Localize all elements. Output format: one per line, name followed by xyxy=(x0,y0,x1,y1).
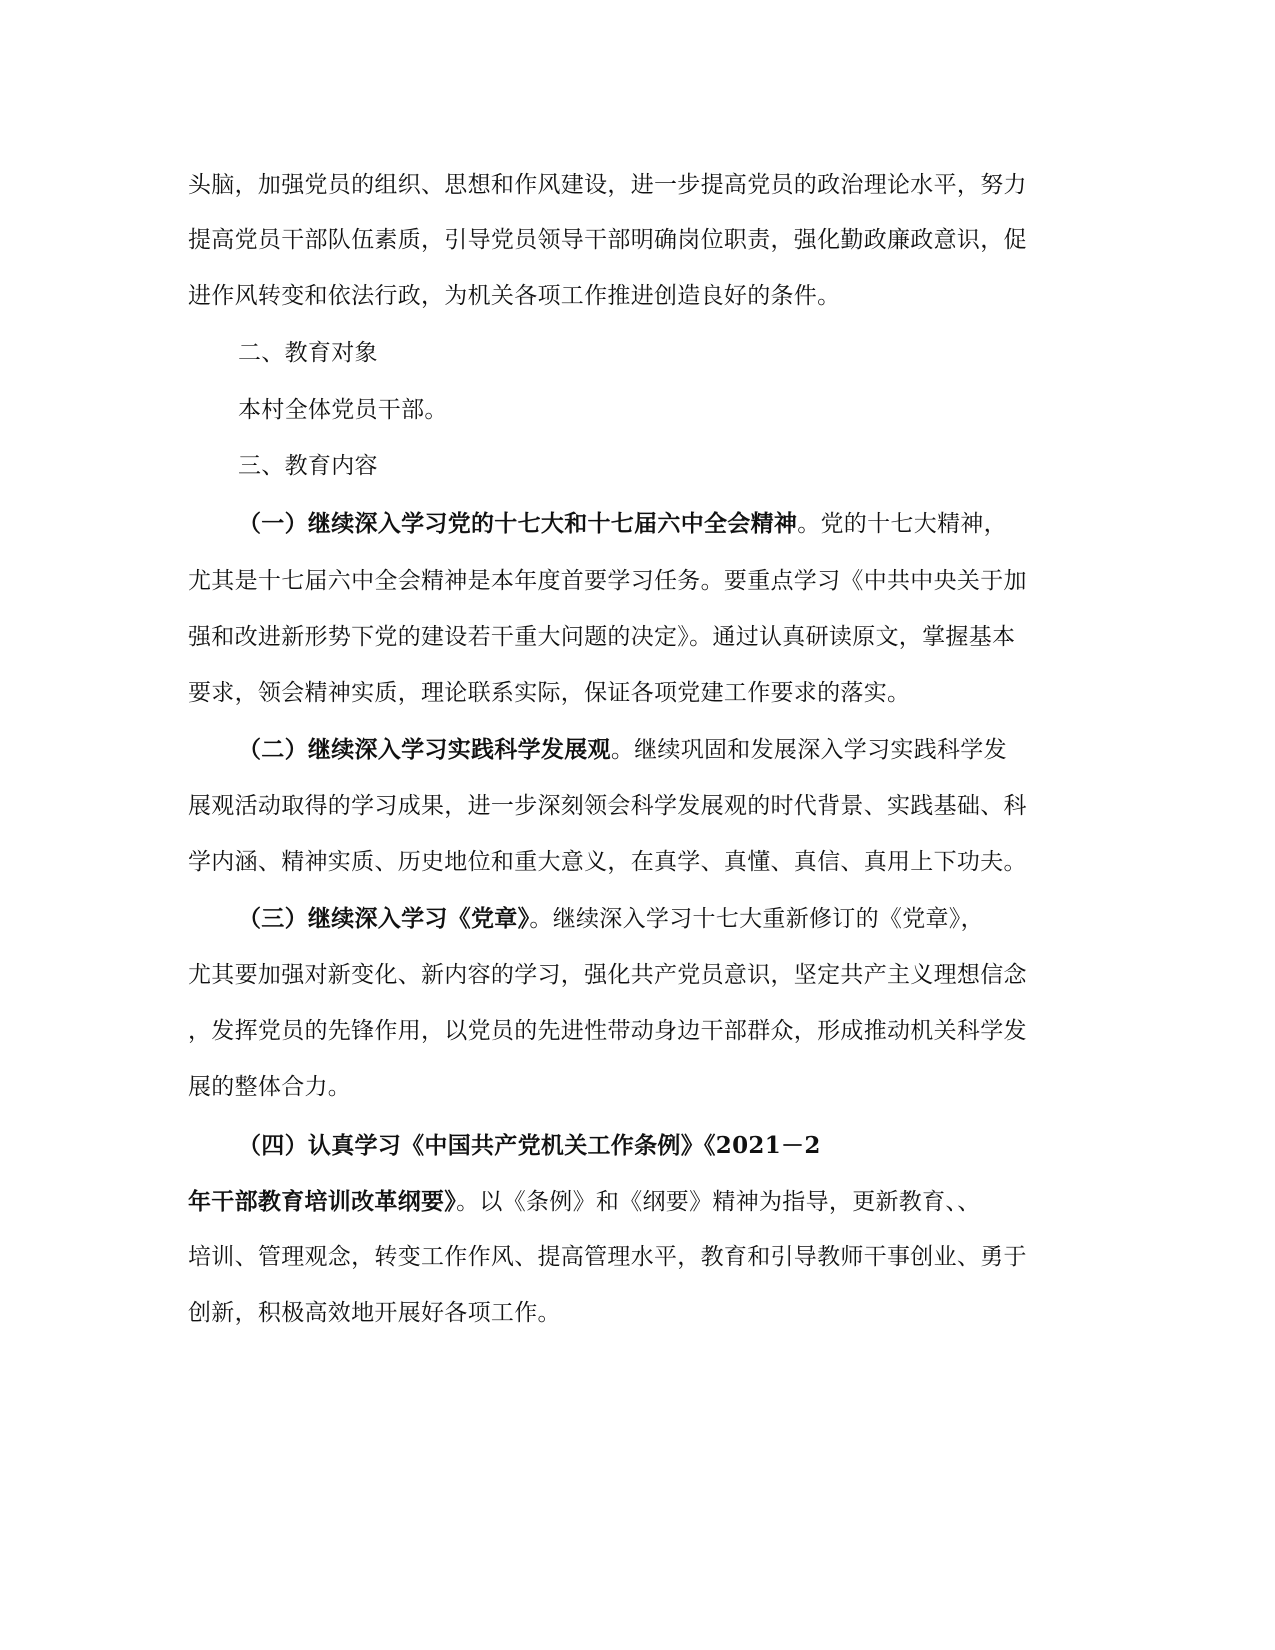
item-3-first-rest: 。继续深入学习十七大重新修订的《党章》， xyxy=(529,906,984,932)
intro-line-3: 进作风转变和依法行政，为机关各项工作推进创造良好的条件。 xyxy=(188,283,841,309)
item-3-first-line xyxy=(238,904,984,934)
item-4-title-line-2: 年干部教育培训改革纲要》 xyxy=(188,1188,457,1215)
item-4-second-rest: 。以《条例》和《纲要》精神为指导，更新教育、、 xyxy=(456,1189,981,1215)
section-body-education-targets: 本村全体党员干部。 xyxy=(238,397,448,423)
item-3-line-4: 展的整体合力。 xyxy=(188,1074,352,1100)
item-4-line-3: 培训、管理观念，转变工作作风、提高管理水平，教育和引导教师干事创业、勇于 xyxy=(188,1244,1027,1270)
intro-line-1: 头脑，加强党员的组织、思想和作风建设，进一步提高党员的政治理论水平，努力 xyxy=(188,172,1027,198)
item-4-title-line-1: （四）认真学习《中国共产党机关工作条例》《2021－2 xyxy=(238,1132,821,1159)
item-3-line-2: 尤其要加强对新变化、新内容的学习，强化共产党员意识，坚定共产主义理想信念 xyxy=(188,962,1027,988)
section-heading-education-content: 三、教育内容 xyxy=(238,453,378,479)
item-2-first-rest: 。继续巩固和发展深入学习实践科学发 xyxy=(610,737,1007,763)
item-4-second-line xyxy=(188,1187,981,1217)
item-2-title: （二）继续深入学习实践科学发展观 xyxy=(238,736,611,763)
item-2-first-line xyxy=(238,735,1007,765)
item-3-line-3: ，发挥党员的先锋作用，以党员的先进性带动身边干部群众，形成推动机关科学发 xyxy=(188,1018,1027,1044)
intro-line-2: 提高党员干部队伍素质，引导党员领导干部明确岗位职责，强化勤政廉政意识，促 xyxy=(188,227,1027,253)
item-3-title: （三）继续深入学习《党章》 xyxy=(238,905,530,932)
item-1-line-2: 尤其是十七届六中全会精神是本年度首要学习任务。要重点学习《中共中央关于加 xyxy=(188,568,1027,594)
item-2-line-2: 展观活动取得的学习成果，进一步深刻领会科学发展观的时代背景、实践基础、科 xyxy=(188,793,1027,819)
item-1-title: （一）继续深入学习党的十七大和十七届六中全会精神 xyxy=(238,510,798,537)
item-1-line-4: 要求，领会精神实质，理论联系实际，保证各项党建工作要求的落实。 xyxy=(188,680,911,706)
item-2-line-3: 学内涵、精神实质、历史地位和重大意义，在真学、真懂、真信、真用上下功夫。 xyxy=(188,849,1027,875)
section-heading-education-targets: 二、教育对象 xyxy=(238,340,378,366)
item-1-first-rest: 。党的十七大精神， xyxy=(797,511,1007,537)
item-1-line-3: 强和改进新形势下党的建设若干重大问题的决定》。通过认真研读原文，掌握基本 xyxy=(188,624,1016,650)
item-4-line-4: 创新，积极高效地开展好各项工作。 xyxy=(188,1300,561,1326)
item-1-first-line xyxy=(238,509,1007,539)
